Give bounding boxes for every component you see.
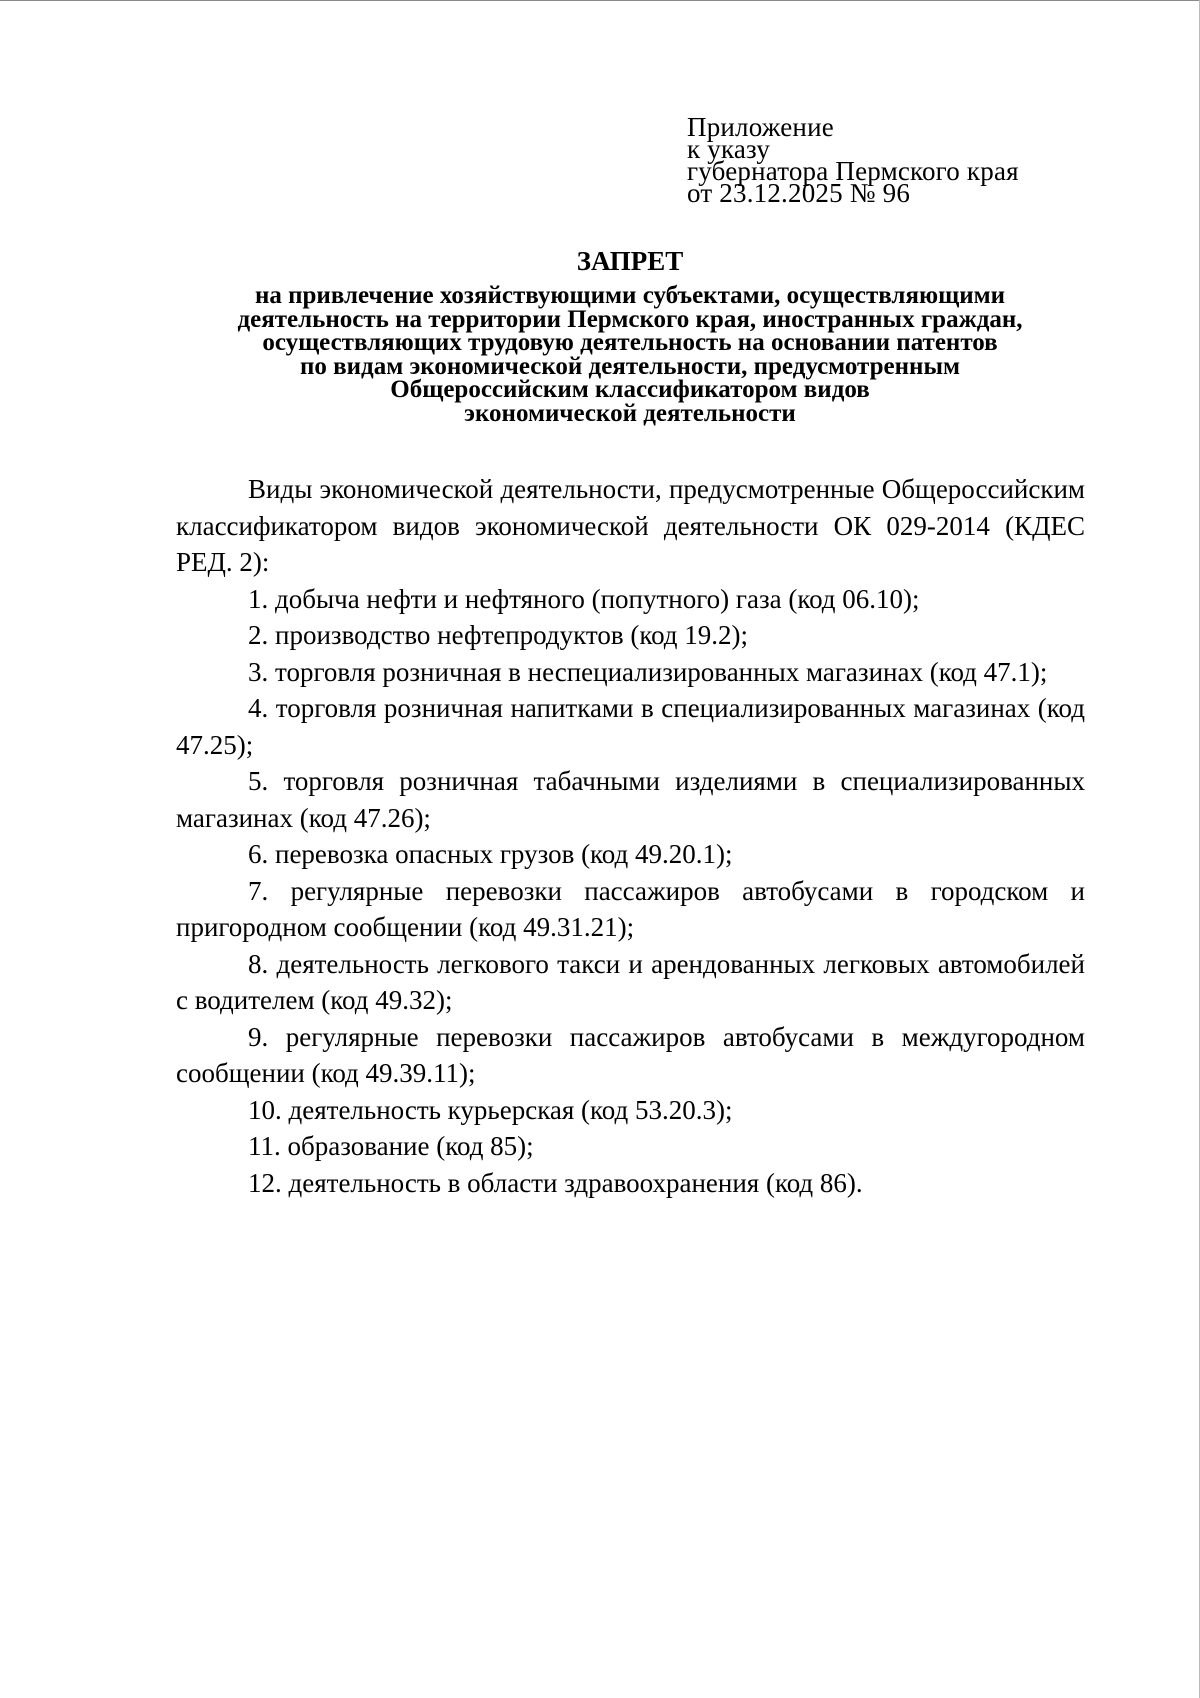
list-item: 1. добыча нефти и нефтяного (попутного) газа (код 06.10); [248,583,920,614]
appendix-line: от 23.12.2025 № 96 [687,178,911,208]
subtitle-line: на привлечение хозяйствующими субъектами, осуществляющими [254,282,1006,309]
appendix-line: Приложение [687,112,834,142]
list-item: 12. деятельность в области здравоохранения (код 86). [248,1167,863,1198]
list-item: 10. деятельность курьерская (код 53.20.3); [248,1094,733,1125]
document-title: ЗАПРЕТ [576,246,684,276]
subtitle-line: экономической деятельности [464,399,796,427]
appendix-line: к указу [687,134,771,164]
list-item: 6. перевозка опасных грузов (код 49.20.1); [248,839,733,869]
list-item: 5. торговля розничная табачными изделиями в специализированных магазинах (код 47.26); [176,766,1085,833]
document-body [176,471,1085,1201]
subtitle-line: осуществляющих трудовую деятельность на основании патентов [262,329,998,357]
list-item: 11. образование (код 85); [248,1131,534,1161]
document-subtitle [150,284,1110,426]
subtitle-line: по видам экономической деятельности, предусмотренным [300,352,960,380]
appendix-block [687,112,1019,208]
list-item: 9. регулярные перевозки пассажиров автобусами в междугородном сообщении (код 49.39.11); [176,1021,1085,1088]
intro-paragraph: Виды экономической деятельности, предусмотренные Общероссийским классификатором видов экономической деятельности ОК 029-2014 (КДЕС РЕД. 2): [176,474,1085,577]
list-item: 4. торговля розничная напитками в специализированных магазинах (код 47.25); [176,693,1085,760]
list-item: 2. производство нефтепродуктов (код 19.2); [248,620,749,650]
appendix-line: губернатора Пермского края [687,156,1019,186]
list-item: 7. регулярные перевозки пассажиров автобусами в городском и пригородном сообщении (код 49.31.21); [176,875,1085,942]
subtitle-line: деятельность на территории Пермского края, иностранных граждан, [237,305,1023,333]
subtitle-line: Общероссийским классификатором видов [390,376,870,404]
list-item: 3. торговля розничная в неспециализированных магазинах (код 47.1); [248,656,1048,687]
page-edge-top [0,0,1200,1]
list-item: 8. деятельность легкового такси и арендованных легковых автомобилей с водителем (код 49.32); [176,948,1085,1015]
